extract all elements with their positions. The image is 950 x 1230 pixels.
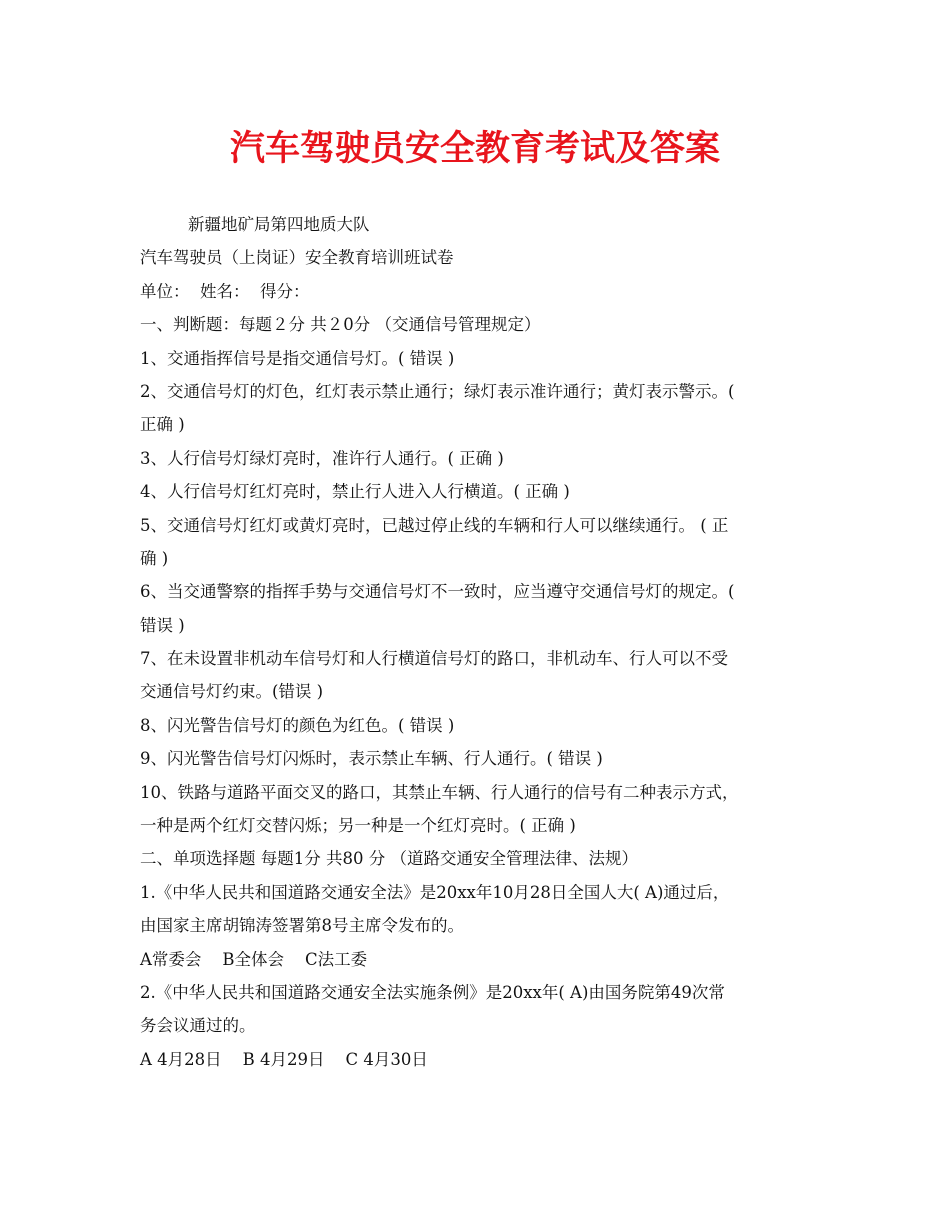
- text-line: 一、判断题：每题２分 共２0分 （交通信号管理规定）: [140, 315, 541, 335]
- text-line: 8、闪光警告信号灯的颜色为红色。( 错误 ): [140, 715, 455, 735]
- text-line: 1.《中华人民共和国道路交通安全法》是20xx年10月28日全国人大( A)通过后，: [140, 882, 730, 902]
- text-line: 交通信号灯约束。(错误 ): [140, 682, 324, 702]
- text-line: 7、在未设置非机动车信号灯和人行横道信号灯的路口，非机动车、行人可以不受: [140, 649, 728, 669]
- text-line: 确 ): [140, 548, 169, 568]
- text-line: 9、闪光警告信号灯闪烁时，表示禁止车辆、行人通行。( 错误 ): [140, 749, 603, 769]
- text-line: 正确 ): [140, 415, 185, 435]
- text-line: A 4月28日 B 4月29日 C 4月30日: [140, 1049, 428, 1069]
- text-line: A常委会 B全体会 C法工委: [140, 949, 368, 969]
- document-body: [140, 208, 830, 1076]
- text-line: 10、铁路与道路平面交叉的路口，其禁止车辆、行人通行的信号有二种表示方式，: [140, 782, 739, 802]
- document-title: 汽车驾驶员安全教育考试及答案: [229, 128, 720, 169]
- text-line: 务会议通过的。: [140, 1016, 256, 1036]
- text-line: 二、单项选择题 每题1分 共80 分 （道路交通安全管理法律、法规）: [140, 849, 638, 869]
- organization-line: 新疆地矿局第四地质大队: [188, 215, 370, 234]
- text-line: 一种是两个红灯交替闪烁；另一种是一个红灯亮时。( 正确 ): [140, 816, 576, 836]
- text-line: 3、人行信号灯绿灯亮时，准许行人通行。( 正确 ): [140, 448, 504, 468]
- text-line: 6、当交通警察的指挥手势与交通信号灯不一致时，应当遵守交通信号灯的规定。(: [140, 582, 735, 602]
- text-line: 2.《中华人民共和国道路交通安全法实施条例》是20xx年( A)由国务院第49次常: [140, 982, 725, 1002]
- text-line: 由国家主席胡锦涛签署第8号主席令发布的。: [140, 916, 464, 936]
- info-fields-line: 单位： 姓名： 得分：: [140, 281, 310, 301]
- exam-subtitle: 汽车驾驶员（上岗证）安全教育培训班试卷: [140, 248, 454, 268]
- text-line: 错误 ): [140, 615, 185, 635]
- text-line: 5、交通信号灯红灯或黄灯亮时，已越过停止线的车辆和行人可以继续通行。 ( 正: [140, 515, 729, 535]
- text-line: 2、交通信号灯的灯色，红灯表示禁止通行；绿灯表示准许通行；黄灯表示警示。(: [140, 381, 735, 401]
- text-line: 1、交通指挥信号是指交通信号灯。( 错误 ): [140, 348, 455, 368]
- text-line: 4、人行信号灯红灯亮时，禁止行人进入人行横道。( 正确 ): [140, 482, 570, 502]
